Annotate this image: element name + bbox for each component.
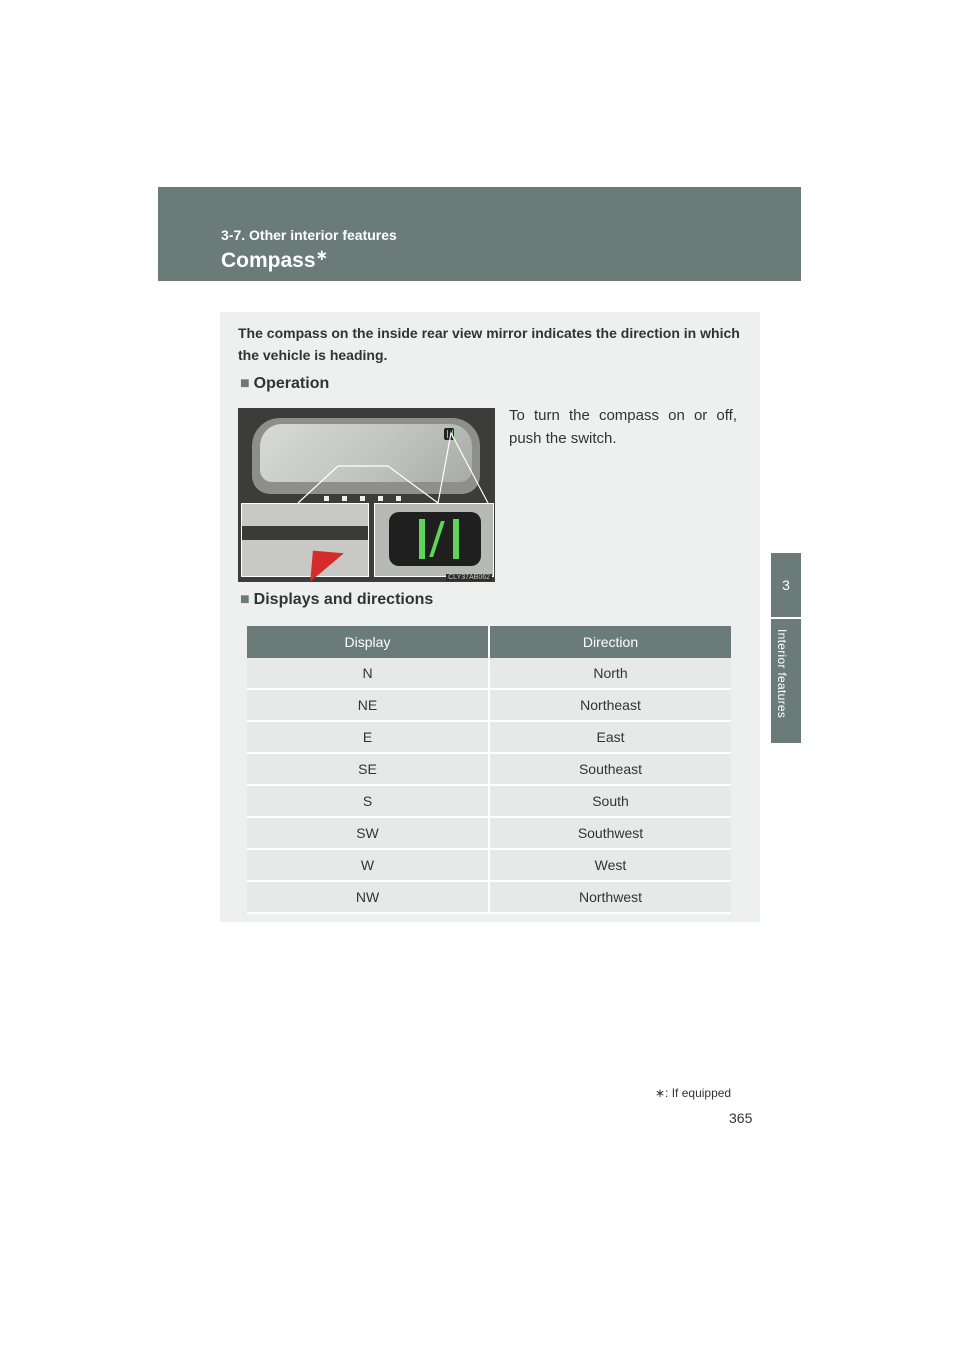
- page-header: [158, 187, 801, 281]
- compass-screen: [389, 512, 481, 566]
- table-row: [247, 753, 731, 785]
- chapter-number: 3: [782, 577, 790, 593]
- direction-cell: Southwest: [489, 817, 731, 849]
- operation-heading: [240, 375, 329, 393]
- direction-cell: North: [489, 658, 731, 689]
- operation-text: To turn the compass on or off, push the switch.: [509, 407, 737, 447]
- direction-cell: West: [489, 849, 731, 881]
- letter-n-glyph-icon: [419, 519, 459, 559]
- display-cell: SW: [247, 817, 489, 849]
- chapter-tab-divider: [771, 617, 801, 619]
- page-title: [221, 249, 328, 273]
- footnote: ∗: If equipped: [655, 1086, 732, 1100]
- directions-table: [247, 626, 731, 914]
- direction-cell: East: [489, 721, 731, 753]
- page-title-text: Compass: [221, 249, 316, 272]
- display-cell: S: [247, 785, 489, 817]
- display-cell: NW: [247, 881, 489, 913]
- page-number: 365: [729, 1110, 753, 1126]
- chapter-label: Interior features: [775, 629, 789, 719]
- operation-heading-text: Operation: [253, 375, 330, 392]
- intro-text: The compass on the inside rear view mirror indicates the direction in which the vehicle is heading.: [238, 325, 740, 363]
- table-row: [247, 721, 731, 753]
- display-cell: E: [247, 721, 489, 753]
- mirror-illustration: [238, 408, 495, 582]
- table-row: [247, 849, 731, 881]
- table-row: [247, 881, 731, 913]
- table-row: [247, 785, 731, 817]
- image-code: CLY37AB062: [448, 574, 490, 581]
- square-bullet-icon: ■: [240, 375, 250, 392]
- direction-cell: Northwest: [489, 881, 731, 913]
- direction-cell: Southeast: [489, 753, 731, 785]
- table-header-row: [247, 626, 731, 658]
- table-row: [247, 658, 731, 689]
- column-header: Display: [247, 626, 489, 658]
- switch-closeup: [241, 503, 369, 577]
- square-bullet-icon: ■: [240, 591, 250, 608]
- equipment-mark: ∗: [315, 247, 329, 264]
- chapter-tab[interactable]: [771, 553, 801, 743]
- display-cell: N: [247, 658, 489, 689]
- mirror-edge: [242, 526, 368, 540]
- displays-heading-text: Displays and directions: [253, 591, 434, 608]
- push-arrow-icon: [296, 536, 344, 581]
- display-cell: SE: [247, 753, 489, 785]
- section-reference: 3-7. Other interior features: [221, 227, 397, 243]
- column-header: Direction: [489, 626, 731, 658]
- display-cell: NE: [247, 689, 489, 721]
- display-closeup: [374, 503, 494, 577]
- direction-cell: South: [489, 785, 731, 817]
- display-cell: W: [247, 849, 489, 881]
- content-panel: [220, 312, 760, 922]
- table-row: [247, 817, 731, 849]
- direction-cell: Northeast: [489, 689, 731, 721]
- table-row: [247, 689, 731, 721]
- displays-heading: [240, 591, 433, 609]
